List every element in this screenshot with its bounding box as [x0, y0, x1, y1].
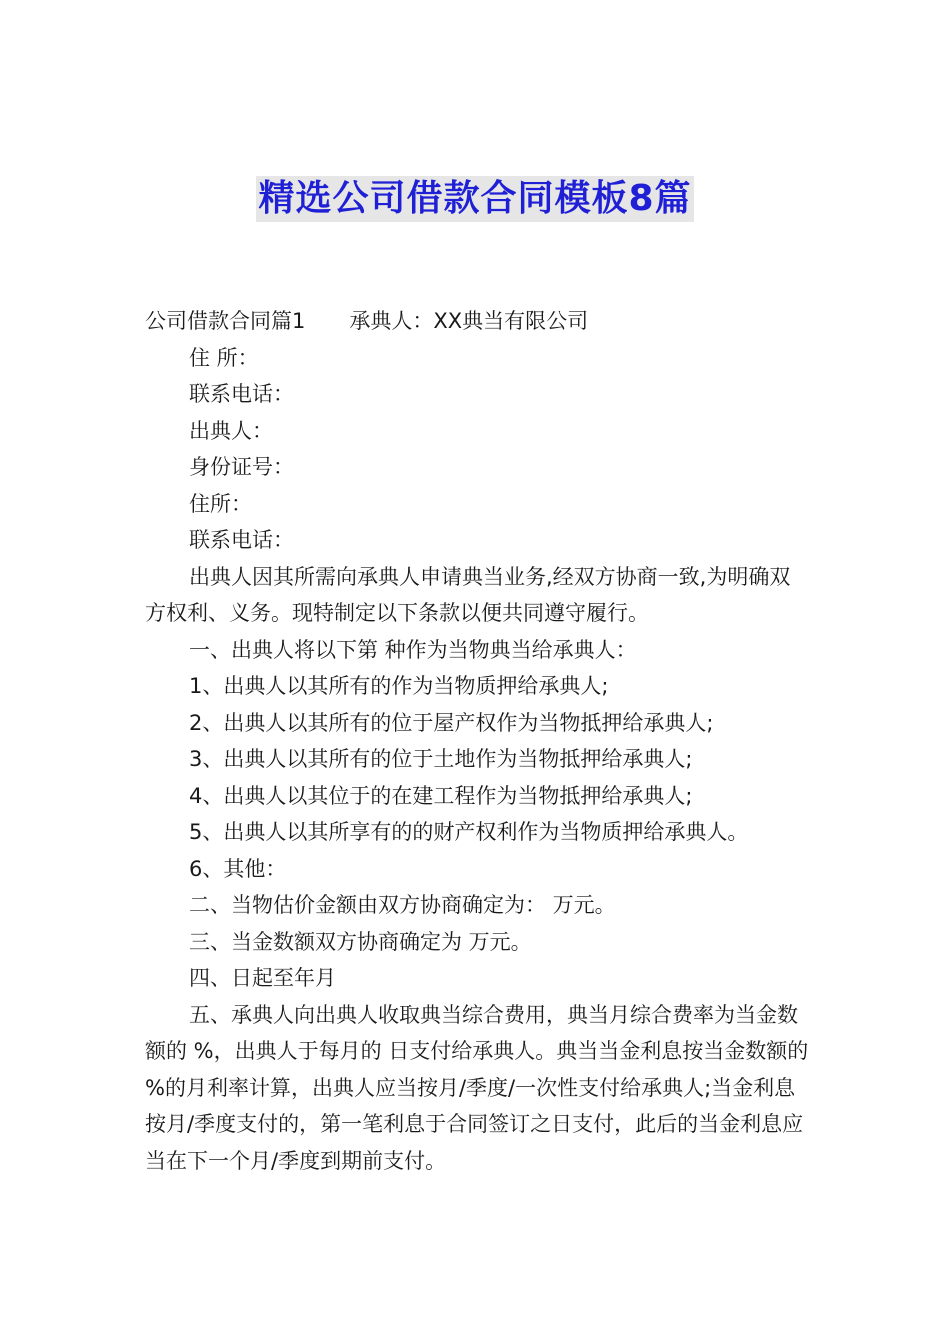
- pawnee-line: 承典人：XX典当有限公司: [349, 309, 589, 333]
- paragraph-pawnor: 出典人：: [189, 418, 273, 443]
- clause-5: 五、承典人向出典人收取典当综合费用，典当月综合费率为当金数额的 %，出典人于每月的 日支付给承典人。典当当金利息按当金数额的 %的月利率计算，出典人应当按月/季度/一次性支付给承典人;当金利息按月/季度支付的，第一笔利息于合同签订之日支付，此后的当金利息应当在下一个月/季度到期前支付。: [145, 1002, 809, 1173]
- paragraph-phone-1: 联系电话：: [189, 382, 294, 406]
- contract-heading: 公司借款合同篇1: [145, 309, 306, 333]
- paragraph-id-number: 身份证号：: [189, 455, 294, 479]
- paragraph-phone-2: 联系电话：: [189, 528, 294, 552]
- clause-1-item-2: 2、出典人以其所有的位于屋产权作为当物抵押给承典人;: [189, 710, 714, 735]
- paragraph-preamble: 出典人因其所需向承典人申请典当业务,经双方协商一致,为明确双方权利、义务。现特制定以下条款以便共同遵守履行。: [145, 564, 791, 625]
- clause-1-item-3: 3、出典人以其所有的位于土地作为当物抵押给承典人;: [189, 747, 693, 771]
- document-body: [145, 303, 810, 1179]
- clause-1-item-4: 4、出典人以其位于的在建工程作为当物抵押给承典人;: [189, 783, 693, 808]
- clause-1: 一、出典人将以下第 种作为当物典当给承典人：: [189, 637, 637, 662]
- clause-4: 四、日起至年月: [189, 966, 336, 990]
- document-title: 精选公司借款合同模板8篇: [256, 176, 693, 222]
- clause-2: 二、当物估价金额由双方协商确定为： 万元。: [189, 893, 616, 917]
- contract-heading-line: [145, 303, 810, 340]
- clause-3: 三、当金数额双方协商确定为 万元。: [189, 929, 532, 954]
- clause-1-item-5: 5、出典人以其所享有的的财产权利作为当物质押给承典人。: [189, 820, 749, 844]
- clause-1-item-6: 6、其他：: [189, 856, 287, 881]
- paragraph-address-1: 住 所：: [189, 345, 259, 370]
- clause-1-item-1: 1、出典人以其所有的作为当物质押给承典人;: [189, 674, 609, 698]
- paragraph-address-2: 住所：: [189, 491, 252, 516]
- document-title-wrapper: [0, 176, 950, 222]
